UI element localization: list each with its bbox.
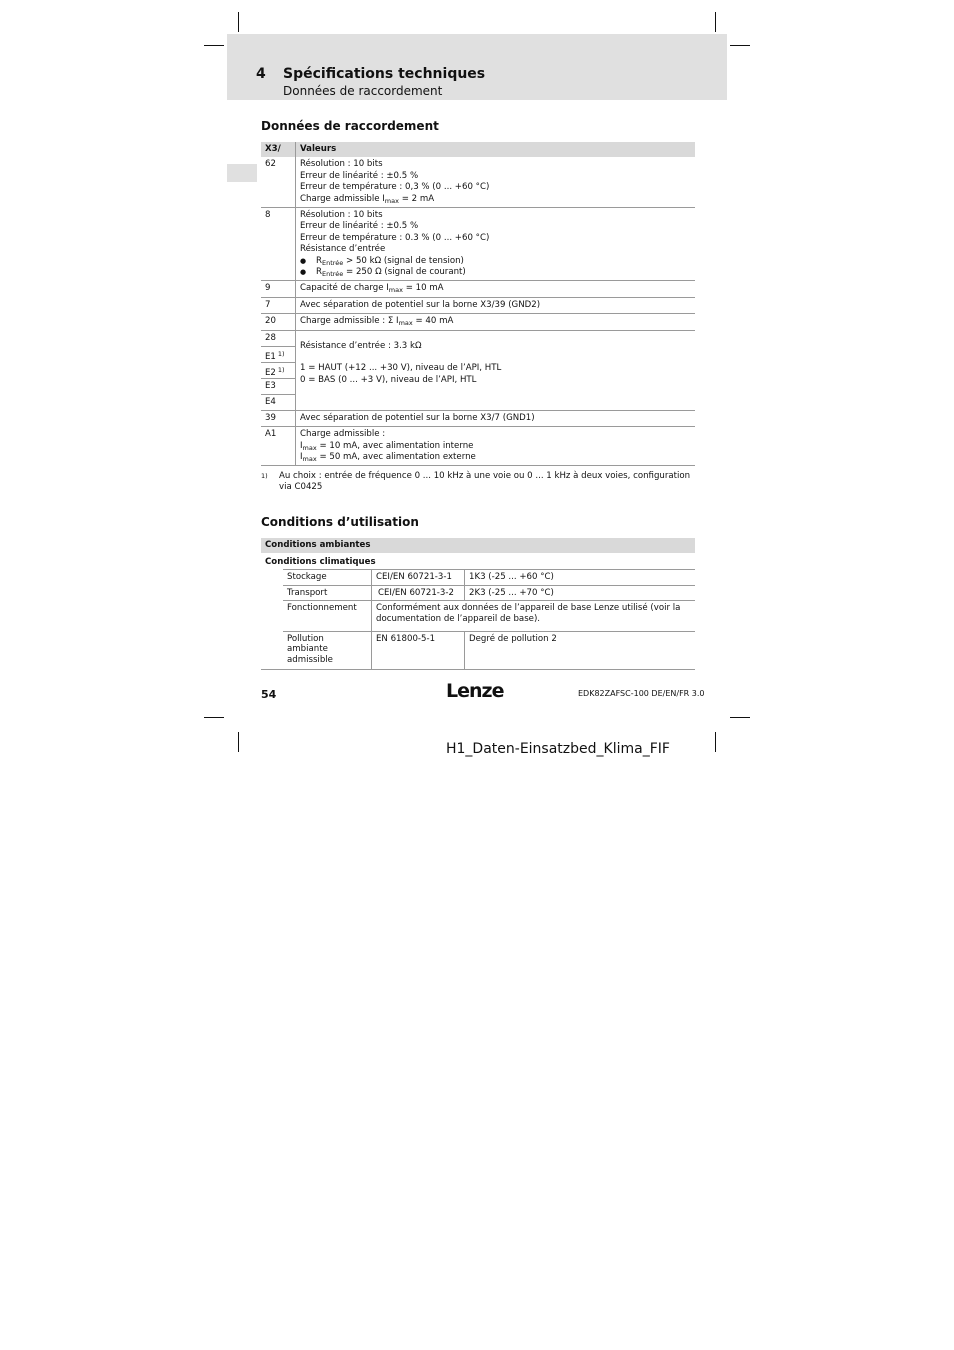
chapter-title: Spécifications techniques: [283, 66, 486, 82]
value-cell: Capacité de charge $I_{max} = 10$ mA: [296, 281, 696, 297]
table-row: [261, 585, 695, 601]
value-cell: [296, 157, 696, 207]
terminal-label: E4: [265, 396, 276, 407]
crop-mark: [204, 45, 224, 46]
value-cell: [296, 208, 696, 281]
operating-conditions-table: [261, 538, 695, 670]
terminal-label: 28: [261, 331, 295, 347]
value-cell: [296, 330, 696, 410]
lenze-logo: Lenze: [446, 680, 504, 702]
connection-data-table: [261, 142, 695, 466]
standard-cell: CEI/EN 60721-3-2: [372, 585, 465, 601]
value-line: Résolution : 10 bits: [300, 210, 383, 221]
value-cell: Avec séparation de potentiel sur la borne X3/39 (GND2): [296, 297, 696, 313]
terminal-cell: 7: [261, 297, 296, 313]
value-cell: [296, 427, 696, 466]
band-heading: Conditions ambiantes: [261, 538, 695, 553]
condition-label: Pollution ambiante admissible: [283, 631, 372, 670]
condition-label: Transport: [283, 585, 372, 601]
table-row: [261, 410, 695, 426]
document-code: EDK82ZAFSC-100 DE/EN/FR 3.0: [578, 689, 705, 698]
footnote-mark: 1): [261, 472, 268, 480]
table-row: [261, 208, 695, 281]
table-row: [261, 297, 695, 313]
table-row: [261, 427, 695, 466]
terminal-cell: 20: [261, 314, 296, 330]
footnote: [261, 471, 695, 493]
value-line: Résistance d’entrée: [300, 244, 386, 255]
terminal-cell: 39: [261, 410, 296, 426]
value-cell: 1K3 (-25 ... +60 °C): [465, 570, 696, 586]
value-line: 0 = BAS (0 ... +3 V), niveau de l’API, HTL: [300, 374, 477, 385]
sub-heading: Conditions climatiques: [265, 556, 376, 567]
terminal-label: E3: [261, 379, 295, 395]
section-heading: Données de raccordement: [261, 119, 439, 133]
value-cell: Avec séparation de potentiel sur la borne X3/7 (GND1): [296, 410, 696, 426]
value-line: Erreur de température : 0,3 % (0 ... +60 °C): [300, 182, 490, 193]
table-row: [261, 601, 695, 631]
value-line: Charge admissible :: [300, 429, 386, 440]
table-band-row: [261, 538, 695, 553]
chapter-subtitle: Données de raccordement: [283, 84, 443, 98]
crop-mark: [730, 45, 750, 46]
section-heading: Conditions d’utilisation: [261, 515, 419, 529]
terminal-label: E2 $^{1)}$: [261, 363, 295, 379]
value-cell: Charge admissible : Σ $I_{max} = 40$ mA: [296, 314, 696, 330]
table-row: [261, 281, 695, 297]
bullet-item: ● $R_{Entrée} > 50$ kΩ (signal de tension): [300, 256, 691, 267]
table-row: [261, 631, 695, 670]
terminal-cell-group: [261, 330, 296, 410]
value-line: $I_{max} = 50$ mA, avec alimentation externe: [300, 451, 476, 463]
side-tab: [227, 164, 257, 182]
value-cell: Degré de pollution 2: [465, 631, 696, 670]
chapter-number: 4: [256, 66, 266, 82]
value-line: $I_{max} = 10$ mA, avec alimentation interne: [300, 440, 474, 452]
crop-mark: [715, 732, 716, 752]
table-row: [261, 570, 695, 586]
condition-label: Stockage: [283, 570, 372, 586]
terminal-cell: 8: [261, 208, 296, 281]
bullet-item: ● $R_{Entrée} = 250$ Ω (signal de courant): [300, 267, 691, 278]
terminal-cell: 62: [261, 157, 296, 207]
table-row: [261, 314, 695, 330]
value-line: Résistance d’entrée : 3.3 kΩ: [300, 340, 422, 351]
terminal-cell: A1: [261, 427, 296, 466]
standard-cell: EN 61800-5-1: [372, 631, 465, 670]
terminal-label: E1 $^{1)}$: [261, 347, 295, 363]
column-header: Valeurs: [296, 142, 696, 157]
crop-mark: [715, 12, 716, 32]
value-cell: 2K3 (-25 ... +70 °C): [465, 585, 696, 601]
value-line: Erreur de linéarité : ±0.5 %: [300, 221, 419, 232]
page-number: 54: [261, 688, 277, 701]
standard-cell: CEI/EN 60721-3-1: [372, 570, 465, 586]
value-line: 1 = HAUT (+12 ... +30 V), niveau de l’API, HTL: [300, 363, 502, 374]
file-label: H1_Daten-Einsatzbed_Klima_FIF: [446, 741, 670, 757]
crop-mark: [204, 717, 224, 718]
table-row: [261, 330, 695, 410]
value-line: Charge admissible $I_{max} = 2$ mA: [300, 193, 435, 205]
crop-mark: [730, 717, 750, 718]
footnote-text: Au choix : entrée de fréquence 0 ... 10 kHz à une voie ou 0 ... 1 kHz à deux voies, configuration via C0425: [279, 471, 691, 492]
table-header-row: [261, 142, 695, 157]
value-line: Résolution : 10 bits: [300, 159, 383, 170]
column-header: X3/: [261, 142, 296, 157]
table-row: [261, 157, 695, 207]
table-subheading-row: [261, 553, 695, 570]
value-line: Erreur de linéarité : ±0.5 %: [300, 170, 419, 181]
crop-mark: [238, 12, 239, 32]
terminal-cell: 9: [261, 281, 296, 297]
value-line: Erreur de température : 0.3 % (0 ... +60 °C): [300, 232, 490, 243]
condition-label: Fonctionnement: [283, 601, 372, 631]
value-cell: Conformément aux données de l’appareil de base Lenze utilisé (voir la documentation de l’appareil de base).: [372, 601, 696, 631]
crop-mark: [238, 732, 239, 752]
